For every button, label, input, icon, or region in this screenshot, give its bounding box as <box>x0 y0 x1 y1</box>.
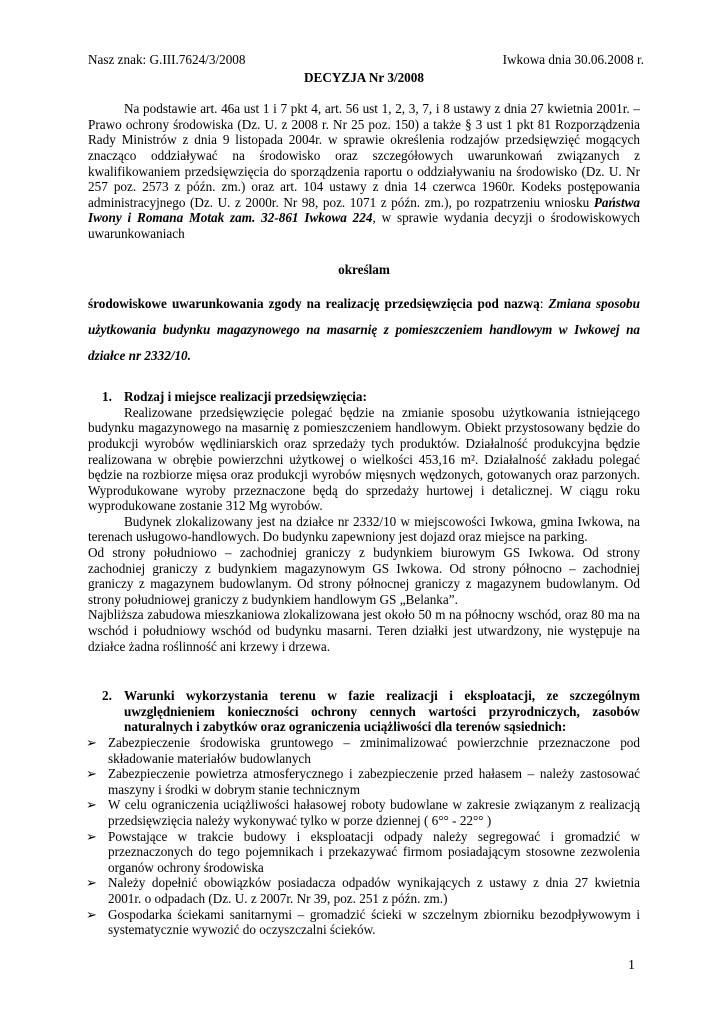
section-1-paragraph: Najbliższa zabudowa mieszkaniowa zlokalizowana jest około 50 m na północny wschód, oraz 80 ma na wschód i południowy wschód od budynku masarni. Teren działki jest utwardzony, nie występuje na działce żadna roślinność ani krzewy i drzewa. <box>88 607 640 654</box>
list-item-text: W celu ograniczenia uciążliwości hałasowej roboty budowlane w zakresie związanym z realizacją przedsięwzięcia należy wykonywać tylko w porze dziennej ( 6°° - 22°° ) <box>108 797 640 828</box>
list-item-text: Powstające w trakcie budowy i eksploatacji odpady należy segregować i gromadzić w przeznaczonych do tego pojemnikach i przekazywać firmom posiadającym stosowne zezwolenia organów ochrony środowiska <box>108 828 640 875</box>
section-1-paragraph: Realizowane przedsięwzięcie polegać będzie na zmianie sposobu użytkowania istniejącego budynku magazynowego na masarnię z pomieszczeniem handlowym. Obiekt przystosowany będzie do produkcji wyrobów wędliniarskich oraz sprzedaży tych produktów. Działalność produkcyjna będzie realizowana w obrębie powierzchni użytkowej o wielkości 453,16 m². Działalność zakładu polegać będzie na rozbiorze mięsa oraz produkcji wyrobów mięsnych wędzonych, gotowanych oraz parzonych. Wyprodukowane wyroby przeznaczone będą do sprzedaży hurtowej i detalicznej. W ciągu roku wyprodukowane zostanie 312 Mg wyrobów. <box>88 404 640 514</box>
arrow-bullet-icon: ➢ <box>86 906 98 922</box>
page-number: 1 <box>628 958 635 973</box>
document-page <box>86 52 644 938</box>
section-1-heading <box>88 389 640 405</box>
reference-number: Nasz znak: G.III.7624/3/2008 <box>88 52 246 67</box>
subject-paragraph <box>88 291 640 369</box>
place-and-date: Iwkowa dnia 30.06.2008 r. <box>502 52 644 67</box>
subject-lead: środowiskowe uwarunkowania zgody na realizację przedsięwzięcia pod nazwą <box>88 296 540 312</box>
section-1-paragraph: Budynek zlokalizowany jest na działce nr 2332/10 w miejscowości Iwkowa, gmina Iwkowa, na terenach usługowo-handlowych. Do budynku zapewniony jest dojazd oraz miejsce na parking. <box>88 513 640 545</box>
arrow-bullet-icon: ➢ <box>86 875 98 891</box>
section-2-number: 2. <box>102 688 112 704</box>
list-item-text: Zabezpieczenie środowiska gruntowego – zminimalizować powierzchnie przeznaczone pod składowanie materiałów budowlanych <box>108 735 640 766</box>
intro-text-before: Na podstawie art. 46a ust 1 i 7 pkt 4, art. 56 ust 1, 2, 3, 7, i 8 ustawy z dnia 27 kwietnia 2001r. – Prawo ochrony środowiska (Dz. U. z 2008 r. Nr 25 poz. 150) a także § 3 ust 1 pkt 81 Rozporządzenia Rady Ministrów z dnia 9 listopada 2004r. w sprawie określenia rodzajów przedsięwzięć mogących znacząco oddziaływać na środowisko oraz szczegółowych uwarunkowań związanych z kwalifikowaniem przedsięwzięcia do sporządzenia raportu o oddziaływaniu na środowisko (Dz. U. Nr 257 poz. 2573 z późn. zm.) oraz art. 104 ustawy z dnia 14 czerwca 1960r. Kodeks postępowania administracyjnego (Dz. U. z 2000r. Nr 98, poz. 1071 z późn. zm.), po rozpatrzeniu wniosku <box>88 101 640 210</box>
arrow-bullet-icon: ➢ <box>86 828 98 844</box>
section-1-paragraph: Od strony południowo – zachodniej graniczy z budynkiem biurowym GS Iwkowa. Od strony zachodniej graniczy z budynkiem magazynowym GS Iwkowa. Od strony północno – zachodniej graniczy z magazynem budowlanym. Od strony północnej graniczy z magazynem budowlanym. Od strony południowej graniczy z budynkiem handlowym GS „Belanka”. <box>88 545 640 607</box>
applicant-name: Państwa Iwony i Romana Motak zam. 32-861 Iwkowa 224 <box>88 194 640 226</box>
list-item <box>88 766 640 797</box>
intro-text-after: , w sprawie wydania decyzji o środowiskowych uwarunkowaniach <box>88 210 641 241</box>
section-1-number: 1. <box>102 389 112 405</box>
list-item-text: Gospodarka ściekami sanitarnymi – gromadzić ścieki w szczelnym zbiorniku bezodpływowym i systematycznie wywozić do oczyszczalni ścieków. <box>108 906 640 938</box>
project-name: Zmiana sposobu użytkowania budynku magazynowego na masarnię z pomieszczeniem handlowym w Iwkowej na działce nr 2332/10. <box>88 296 640 364</box>
decision-title: DECYZJA Nr 3/2008 <box>304 69 424 85</box>
arrow-bullet-icon: ➢ <box>86 797 98 813</box>
section-2-title: Warunki wykorzystania terenu w fazie realizacji i eksploatacji, ze szczególnym uwzględnieniem konieczności ochrony cennych wartości przyrodniczych, zasobów naturalnych i zabytków oraz ograniczenia uciążliwości dla terenów sąsiednich: <box>124 688 640 735</box>
header <box>88 52 644 68</box>
list-item <box>88 875 640 906</box>
list-item <box>88 735 640 766</box>
arrow-bullet-icon: ➢ <box>86 735 98 750</box>
list-item <box>88 829 640 876</box>
arrow-bullet-icon: ➢ <box>86 766 98 782</box>
intro-paragraph <box>88 101 640 241</box>
list-item-text: Zabezpieczenie powietrza atmosferycznego i zabezpieczenie przed hałasem – należy zastosować maszyny i środki w dobrym stanie technicznym <box>108 766 640 797</box>
list-item-text: Należy dopełnić obowiązków posiadacza odpadów wynikających z ustawy z dnia 27 kwietnia 2001r. o odpadach (Dz. U. z 2007r. Nr 39, poz. 251 z późn. zm.) <box>108 875 640 906</box>
subject-colon: : <box>539 296 549 312</box>
conditions-list <box>88 735 640 938</box>
list-item <box>88 797 640 828</box>
section-1-title: Rodzaj i miejsce realizacji przedsięwzięcia: <box>124 389 367 405</box>
list-item <box>88 907 640 938</box>
section-2-heading <box>88 688 640 735</box>
determine-heading: określam <box>338 261 390 277</box>
